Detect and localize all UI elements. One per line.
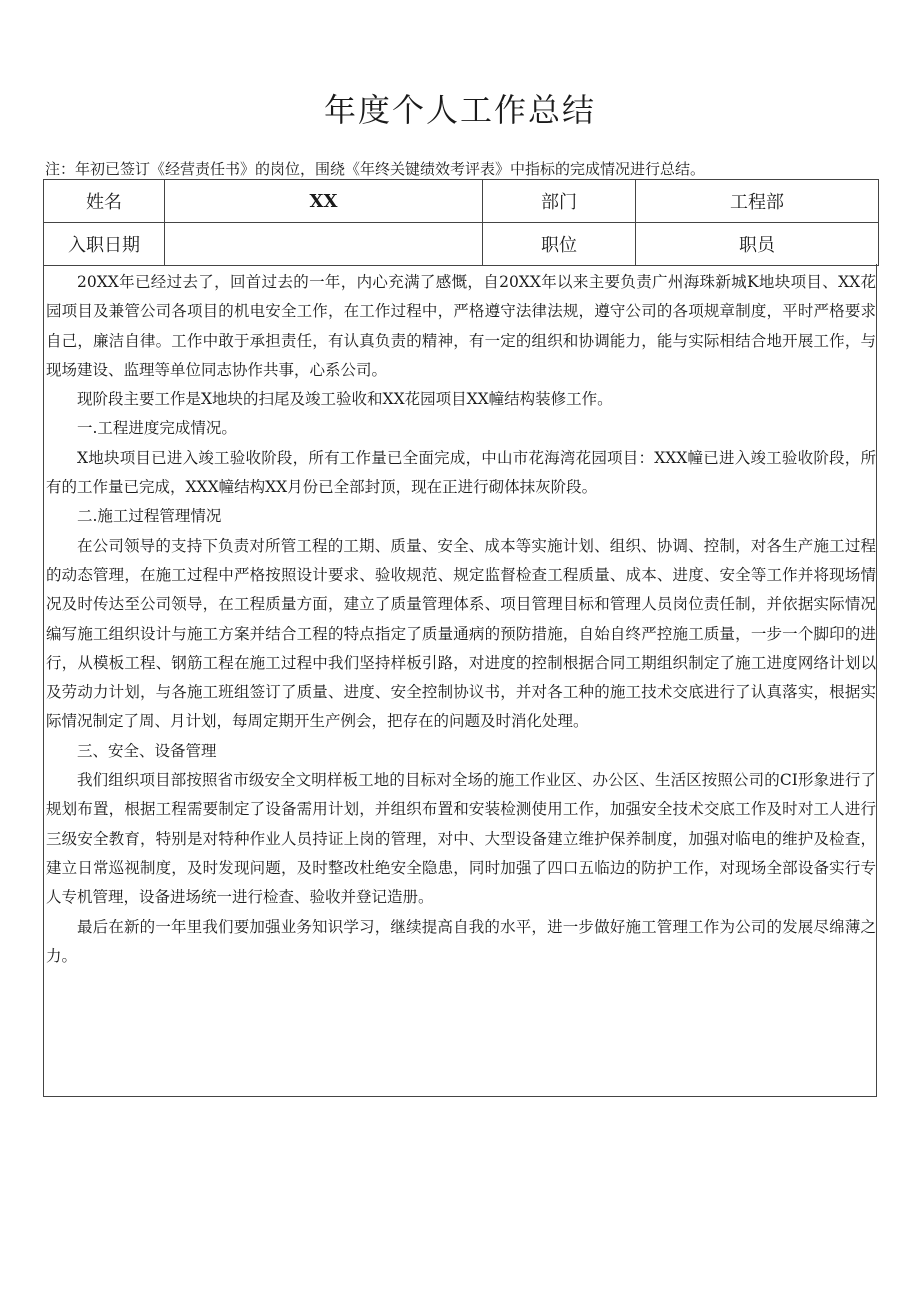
date-label: 入职日期 bbox=[44, 223, 165, 266]
date-value bbox=[165, 223, 483, 266]
table-row bbox=[44, 223, 879, 266]
paragraph-closing: 最后在新的一年里我们要加强业务知识学习，继续提高自我的水平，进一步做好施工管理工作为公司的发展尽绵薄之力。 bbox=[46, 917, 876, 965]
name-label: 姓名 bbox=[44, 180, 165, 223]
position-label: 职位 bbox=[483, 223, 636, 266]
paragraph-process: 在公司领导的支持下负责对所管工程的工期、质量、安全、成本等实施计划、组织、协调、控制，对各生产施工过程的动态管理，在施工过程中严格按照设计要求、验收规范、规定监督检查工程质量、成本、进度、安全等工作并将现场情况及时传达至公司领导，在工程质量方面，建立了质量管理体系、项目管理目标和管理人员岗位责任制，并依据实际情况编写施工组织设计与施工方案并结合工程的特点指定了质量通病的预防措施，自始自终严控施工质量，一步一个脚印的进行，从模板工程、钢筋工程在施工过程中我们坚持样板引路，对进度的控制根据合同工期组织制定了施工进度网络计划以及劳动力计划，与各施工班组签订了质量、进度、安全控制协议书，并对各工种的施工技术交底进行了认真落实，根据实际情况制定了周、月计划，每周定期开生产例会，把存在的问题及时消化处理。 bbox=[46, 536, 876, 731]
name-value: XX bbox=[165, 180, 483, 223]
paragraph-safety: 我们组织项目部按照省市级安全文明样板工地的目标对全场的施工作业区、办公区、生活区按照公司的CI形象进行了规划布置，根据工程需要制定了设备需用计划，并组织布置和安装检测使用工作，加强安全技术交底工作及时对工人进行三级安全教育，特别是对特种作业人员持证上岗的管理，对中、大型设备建立维护保养制度，加强对临电的维护及检查，建立日常巡视制度，及时发现问题，及时整改杜绝安全隐患，同时加强了四口五临边的防护工作，对现场全部设备实行专人专机管理，设备进场统一进行检查、验收并登记造册。 bbox=[46, 771, 876, 907]
summary-content bbox=[46, 268, 876, 971]
heading-process: 二.施工过程管理情况 bbox=[77, 507, 222, 526]
instruction-note: 注：年初已签订《经营责任书》的岗位，围绕《年终关键绩效考评表》中指标的完成情况进行总结。 bbox=[45, 160, 706, 178]
paragraph-progress: X地块项目已进入竣工验收阶段，所有工作量已全面完成，中山市花海湾花园项目：XXX幢已进入竣工验收阶段，所有的工作量已完成，XXX幢结构XX月份已全部封顶，现在正进行砌体抹灰阶段。 bbox=[46, 448, 876, 497]
heading-progress: 一.工程进度完成情况。 bbox=[77, 419, 237, 438]
paragraph-current-work: 现阶段主要工作是X地块的扫尾及竣工验收和XX花园项目XX幢结构装修工作。 bbox=[77, 390, 613, 409]
document-title: 年度个人工作总结 bbox=[323, 91, 596, 129]
heading-safety: 三、安全、设备管理 bbox=[77, 741, 217, 760]
dept-value: 工程部 bbox=[636, 180, 879, 223]
table-row bbox=[44, 180, 879, 223]
position-value: 职员 bbox=[636, 223, 879, 266]
paragraph-intro: 20XX年已经过去了，回首过去的一年，内心充满了感慨，自20XX年以来主要负责广州海珠新城K地块项目、XX花园项目及兼管公司各项目的机电安全工作，在工作过程中，严格遵守法律法规，遵守公司的各项规章制度，平时严格要求自己，廉洁自律。工作中敢于承担责任，有认真负责的精神，有一定的组织和协调能力，能与实际相结合地开展工作，与现场建设、监理等单位同志协作共事，心系公司。 bbox=[46, 273, 876, 379]
info-table bbox=[43, 179, 879, 266]
dept-label: 部门 bbox=[483, 180, 636, 223]
